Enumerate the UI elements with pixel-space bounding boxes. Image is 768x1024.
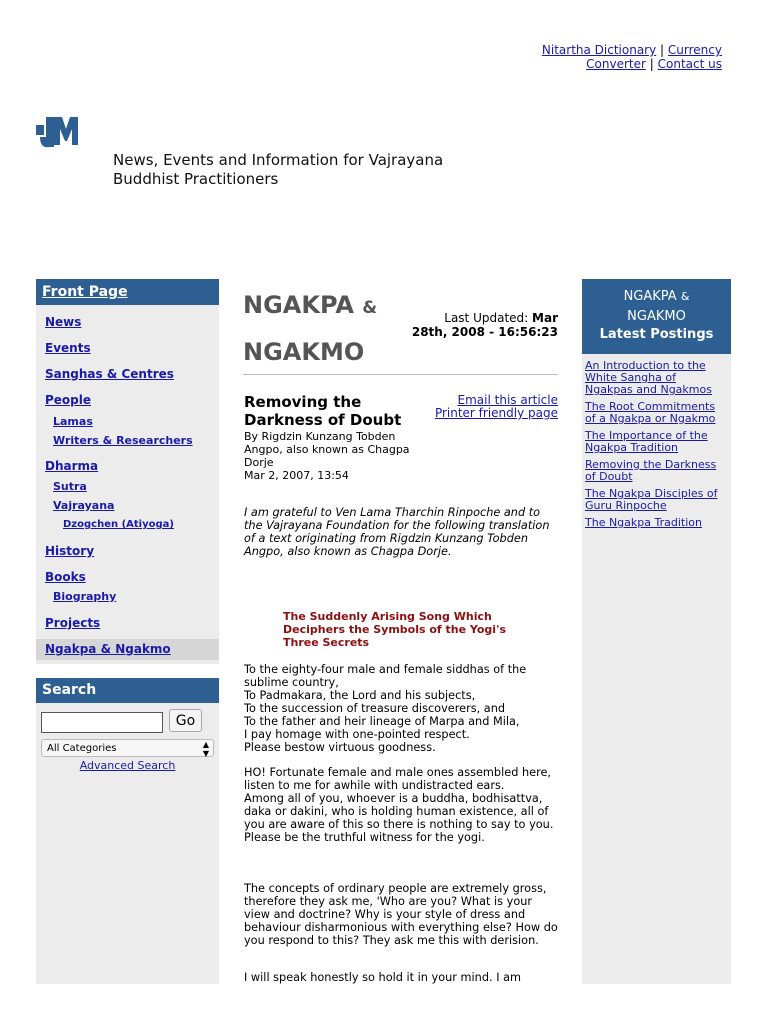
right-sidebar xyxy=(582,279,731,984)
article-paragraph: HO! Fortunate female and male ones assembled here, listen to me for awhile with undistracted ears. Among all of you, whoever is a buddha, bodhisattva, daka or dakini, who is holding human existence, all of you are aware of this so there is nothing to say to you. Please be the truthful witness for the yogi. xyxy=(244,766,554,844)
article-byline xyxy=(244,430,424,482)
page-title-amp: & xyxy=(362,298,378,318)
sidebar-item-people[interactable]: People xyxy=(45,393,92,407)
advanced-search-link[interactable]: Advanced Search xyxy=(79,759,176,772)
article-intro: I am grateful to Ven Lama Tharchin Rinpoche and to the Vajrayana Foundation for the following translation of a text originating from Rigdzin Kunzang Tobden Angpo, also known as Chagpa Dorje. xyxy=(244,506,550,558)
sidebar-item-dharma[interactable]: Dharma xyxy=(45,459,99,473)
divider xyxy=(243,374,558,375)
posting-link[interactable]: The Importance of the Ngakpa Tradition xyxy=(585,429,708,454)
link-separator: | xyxy=(649,57,654,71)
sidebar-current-item xyxy=(36,639,219,660)
contact-us-link[interactable]: Contact us xyxy=(657,57,722,71)
author-line: By Rigdzin Kunzang Tobden Angpo, also known as Chagpa Dorje xyxy=(244,430,410,469)
right-heading-line1 xyxy=(582,279,731,310)
top-links xyxy=(522,43,722,71)
latest-postings-title: Latest Postings xyxy=(599,327,714,342)
nitartha-dictionary-link[interactable]: Nitartha Dictionary xyxy=(541,43,657,57)
posting-link[interactable]: The Root Commitments of a Ngakpa or Ngakmo xyxy=(585,400,716,425)
site-tagline: News, Events and Information for Vajrayana Buddhist Practitioners xyxy=(113,151,444,188)
posting-link[interactable]: The Ngakpa Tradition xyxy=(585,516,702,529)
sidebar-header xyxy=(36,279,219,305)
search-heading: Search xyxy=(36,678,219,703)
go-button[interactable]: Go xyxy=(169,709,202,732)
sidebar-item-projects[interactable]: Projects xyxy=(45,616,101,630)
article-paragraph: I will speak honestly so hold it in your mind. I am xyxy=(244,971,522,984)
posting-link[interactable]: An Introduction to the White Sangha of Ngakpas and Ngakmos xyxy=(585,359,712,396)
site-logo[interactable] xyxy=(36,115,78,153)
email-article-link[interactable]: Email this article xyxy=(457,393,558,407)
sidebar-item-ngakpa[interactable]: Ngakpa & Ngakmo xyxy=(45,642,171,656)
left-sidebar xyxy=(36,279,219,664)
posting-link[interactable]: Removing the Darkness of Doubt xyxy=(585,458,717,483)
sidebar-item-lamas[interactable]: Lamas xyxy=(53,415,93,428)
last-updated-label: Last Updated: xyxy=(444,311,529,325)
sidebar-item-dzogchen[interactable]: Dzogchen (Atiyoga) xyxy=(63,519,174,530)
right-heading-ngakmo: NGAKMO xyxy=(627,309,686,324)
printer-friendly-link[interactable]: Printer friendly page xyxy=(434,406,558,420)
sidebar-item-books[interactable]: Books xyxy=(45,570,86,584)
sidebar-item-sutra[interactable]: Sutra xyxy=(53,480,87,493)
sidebar-item-news[interactable]: News xyxy=(45,315,82,329)
right-heading-ngakpa: NGAKPA xyxy=(623,289,677,304)
posting-link[interactable]: The Ngakpa Disciples of Guru Rinpoche xyxy=(585,487,718,512)
logo-icon xyxy=(36,115,78,153)
select-arrows-icon: ▲ ▼ xyxy=(202,740,209,758)
sidebar-item-events[interactable]: Events xyxy=(45,341,91,355)
last-updated-value: Mar 28th, 2008 - 16:56:23 xyxy=(411,311,558,339)
sidebar-item-vajrayana[interactable]: Vajrayana xyxy=(53,499,115,512)
latest-postings-header xyxy=(582,279,731,354)
article-title: Removing the Darkness of Doubt xyxy=(244,393,402,429)
currency-converter-link[interactable]: Currency Converter xyxy=(586,43,722,71)
front-page-link[interactable]: Front Page xyxy=(42,284,128,300)
article-actions xyxy=(420,394,558,420)
article-date: Mar 2, 2007, 13:54 xyxy=(244,469,349,482)
page-title xyxy=(243,283,403,374)
last-updated xyxy=(410,311,558,339)
page-title-part2: NGAKMO xyxy=(243,338,365,366)
sidebar-item-history[interactable]: History xyxy=(45,544,95,558)
search-input[interactable] xyxy=(41,712,163,733)
right-heading-amp: & xyxy=(680,290,690,303)
category-select-value: All Categories xyxy=(47,743,117,754)
link-separator: | xyxy=(660,43,665,57)
search-panel xyxy=(36,678,219,984)
sidebar-item-sanghas[interactable]: Sanghas & Centres xyxy=(45,367,174,381)
song-title: The Suddenly Arising Song Which Deciphers the Symbols of the Yogi's Three Secrets xyxy=(283,610,506,649)
sidebar-item-biography[interactable]: Biography xyxy=(53,590,117,603)
sidebar-item-writers[interactable]: Writers & Researchers xyxy=(53,434,193,447)
article-paragraph: To the eighty-four male and female siddhas of the sublime country, To Padmakara, the Lord and his subjects, To the succession of treasure discoverers, and To the father and heir lineage of Marpa and Mila, I pay homage with one-pointed respect. Please bestow virtuous goodness. xyxy=(244,663,527,754)
category-select[interactable] xyxy=(41,739,214,757)
page-title-part1: NGAKPA xyxy=(243,291,354,319)
article-paragraph: The concepts of ordinary people are extremely gross, therefore they ask me, 'Who are you? What is your view and doctrine? Why is your style of dress and behaviour disharmonious with everything else? How do you respond to this? They ask me this with derision. xyxy=(244,882,558,947)
